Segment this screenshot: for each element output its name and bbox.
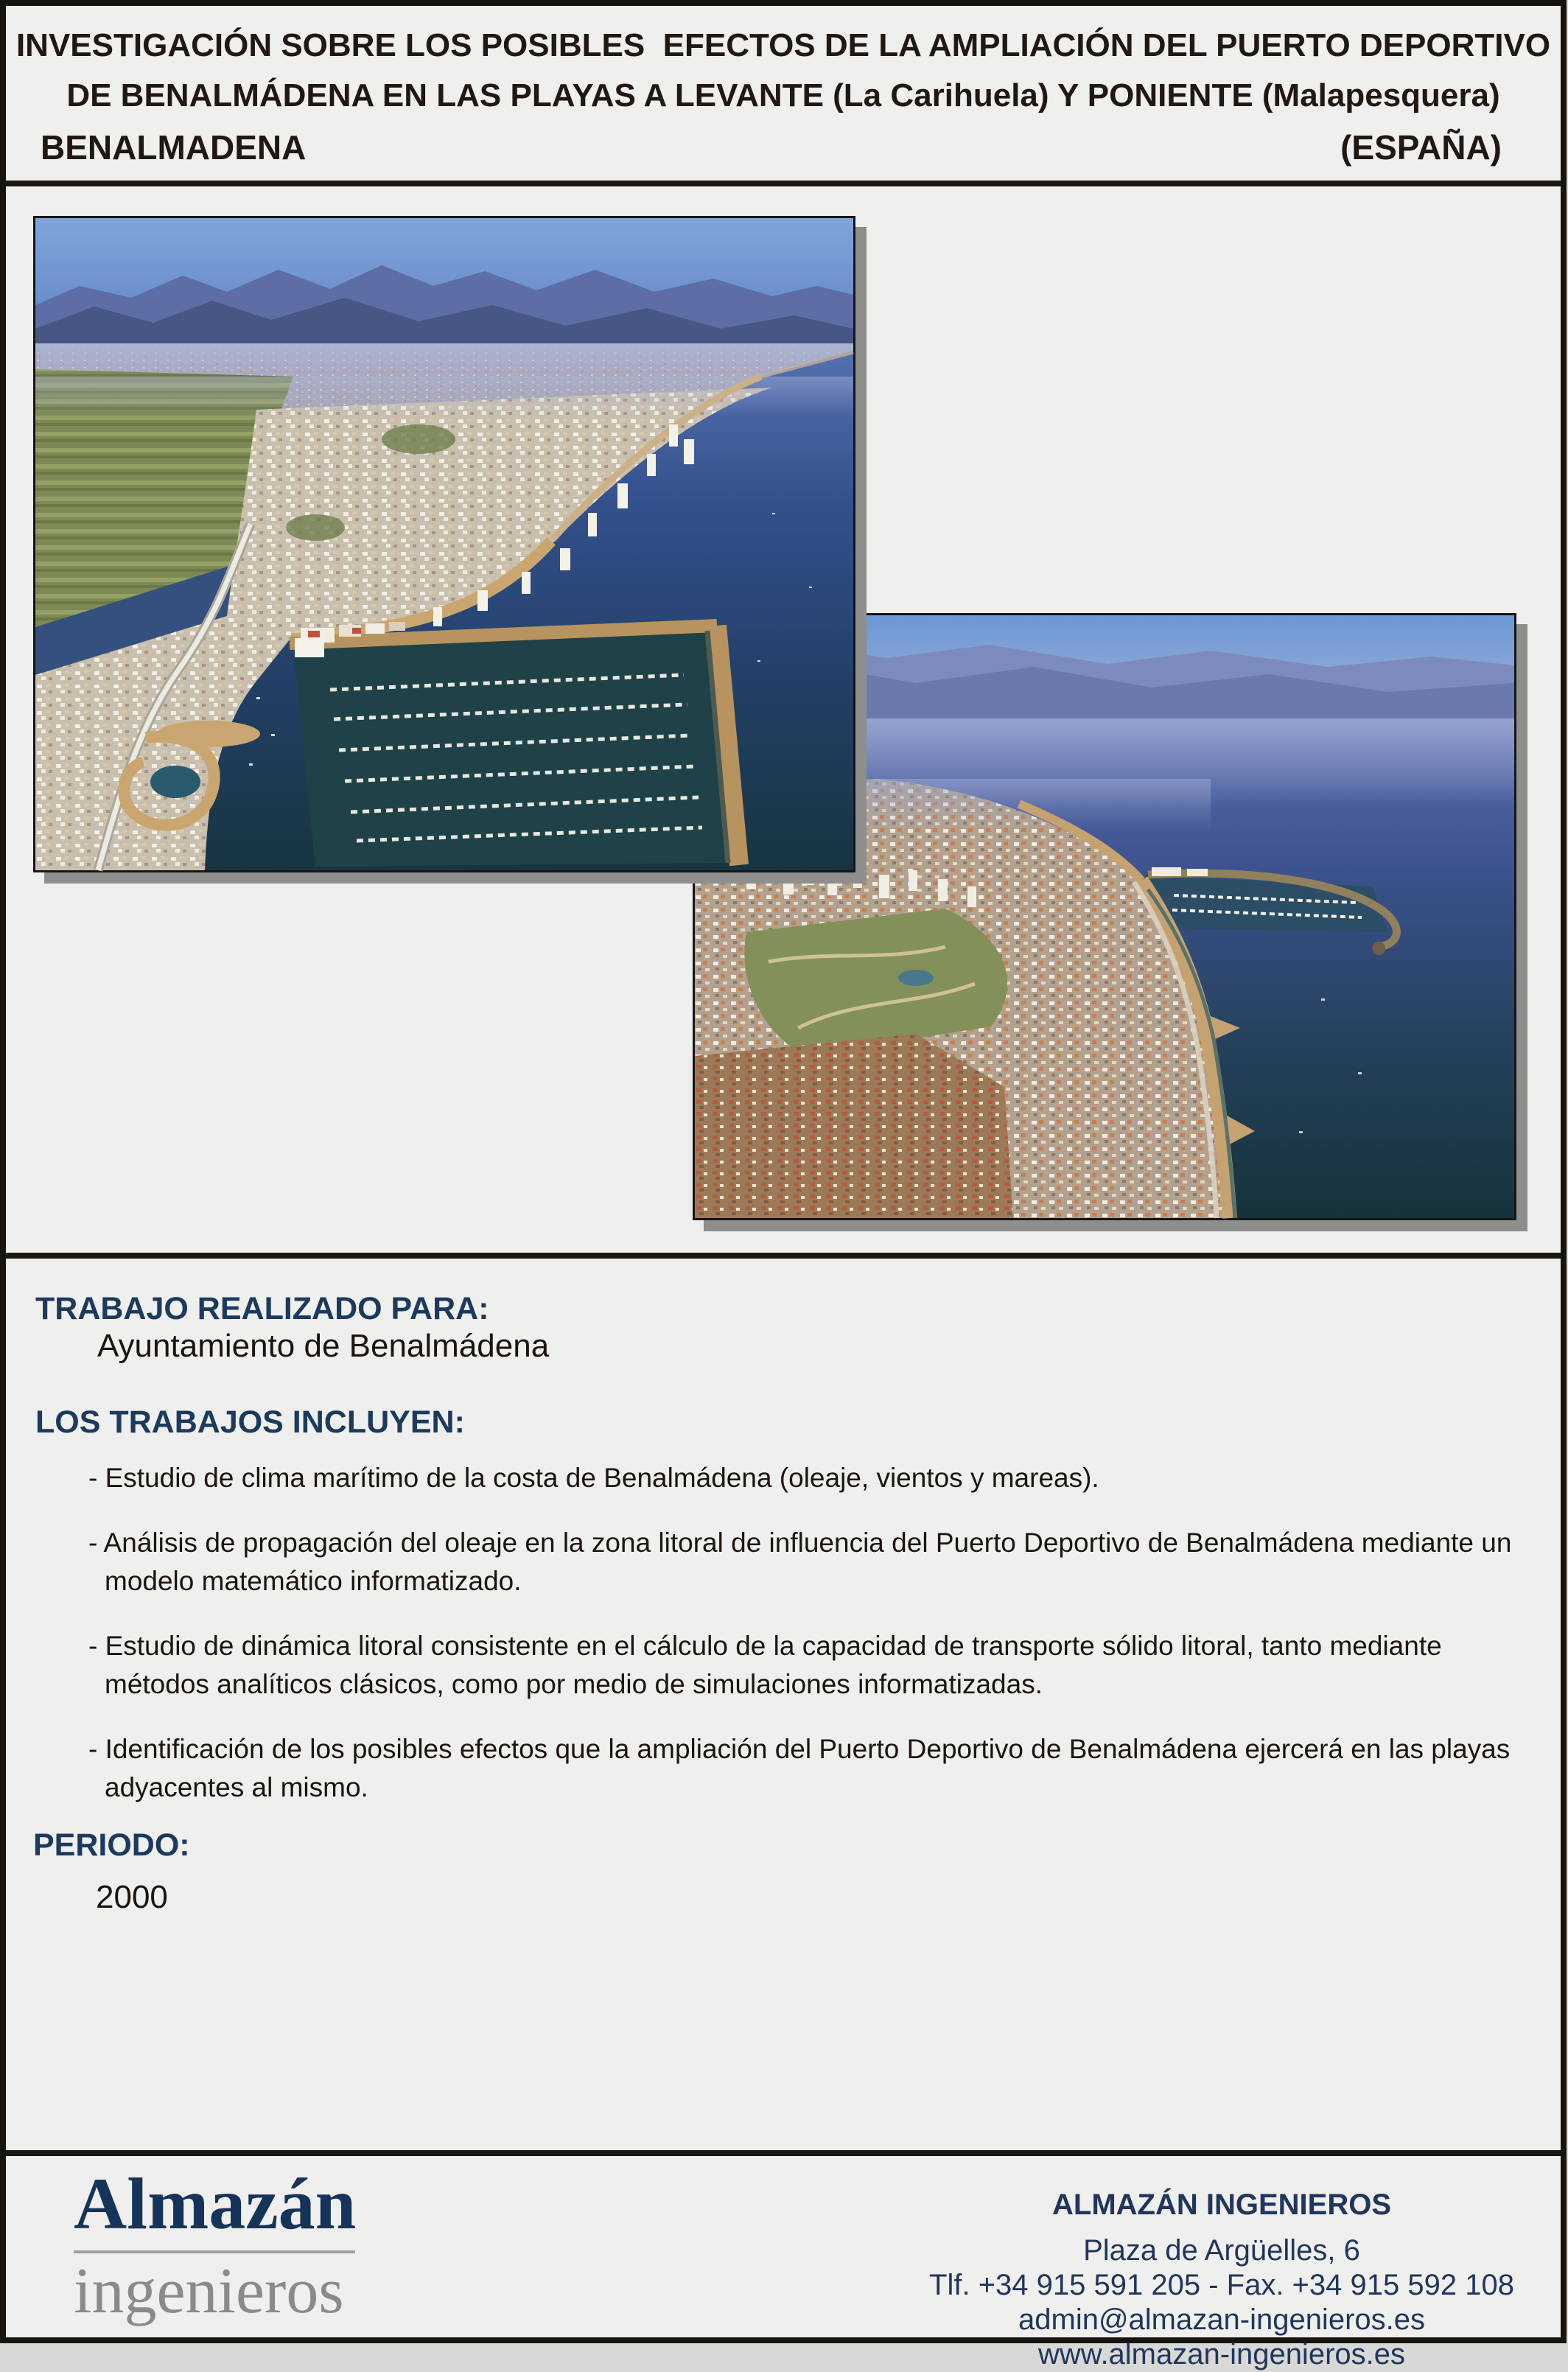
works-list-item: - Análisis de propagación del oleaje en la zona litoral de influencia del Puerto Deportivo de Benalmádena mediante un modelo matemático informatizado.	[88, 1528, 1512, 1596]
client-label: TRABAJO REALIZADO PARA:	[35, 1291, 489, 1326]
page-title-line-2: DE BENALMÁDENA EN LAS PLAYAS A LEVANTE (La Carihuela) Y PONIENTE (Malapesquera)	[66, 77, 1500, 113]
period-value: 2000	[96, 1879, 168, 1915]
footer-website: www.almazan-ingenieros.es	[1037, 2338, 1405, 2371]
logo-wordmark: Almazán	[74, 2163, 357, 2245]
works-list	[88, 1459, 1547, 1833]
footer-email: admin@almazan-ingenieros.es	[1018, 2303, 1425, 2336]
photos-divider	[6, 1253, 1561, 1259]
works-list-item: - Estudio de clima marítimo de la costa de Benalmádena (oleaje, vientos y mareas).	[88, 1463, 1099, 1493]
works-label: LOS TRABAJOS INCLUYEN:	[35, 1404, 465, 1440]
footer-address: Plaza de Argüelles, 6	[1083, 2234, 1360, 2267]
works-list-item: - Identificación de los posibles efectos que la ampliación del Puerto Deportivo de Benalmádena ejercerá en las playas adyacentes al mismo.	[88, 1734, 1511, 1802]
footer-company-name: ALMAZÁN INGENIEROS	[1052, 2189, 1391, 2221]
aerial-photo-marina-illustration	[35, 218, 853, 870]
period-label: PERIODO:	[33, 1827, 190, 1863]
location-name: BENALMADENA	[41, 128, 307, 167]
logo-tagline: ingenieros	[74, 2256, 344, 2327]
client-value: Ayuntamiento de Benalmádena	[97, 1328, 550, 1364]
footer-contact-block	[875, 2189, 1568, 2372]
photo1-scene	[35, 218, 853, 870]
aerial-photo-coast-marina	[33, 216, 855, 872]
company-logo	[74, 2163, 357, 2327]
footer-divider	[6, 2150, 1561, 2156]
header-divider	[6, 181, 1561, 186]
footer-phone-fax: Tlf. +34 915 591 205 - Fax. +34 915 592 108	[929, 2269, 1514, 2301]
works-list-item: - Estudio de dinámica litoral consistente en el cálculo de la capacidad de transporte sólido litoral, tanto mediante métodos analíticos clásicos, como por medio de simulaciones informatizadas.	[88, 1631, 1442, 1699]
country-name: (ESPAÑA)	[1340, 128, 1502, 167]
page-title-line-1: INVESTIGACIÓN SOBRE LOS POSIBLES EFECTOS DE LA AMPLIACIÓN DEL PUERTO DEPORTIVO	[15, 27, 1551, 63]
logo-underline	[74, 2250, 355, 2253]
